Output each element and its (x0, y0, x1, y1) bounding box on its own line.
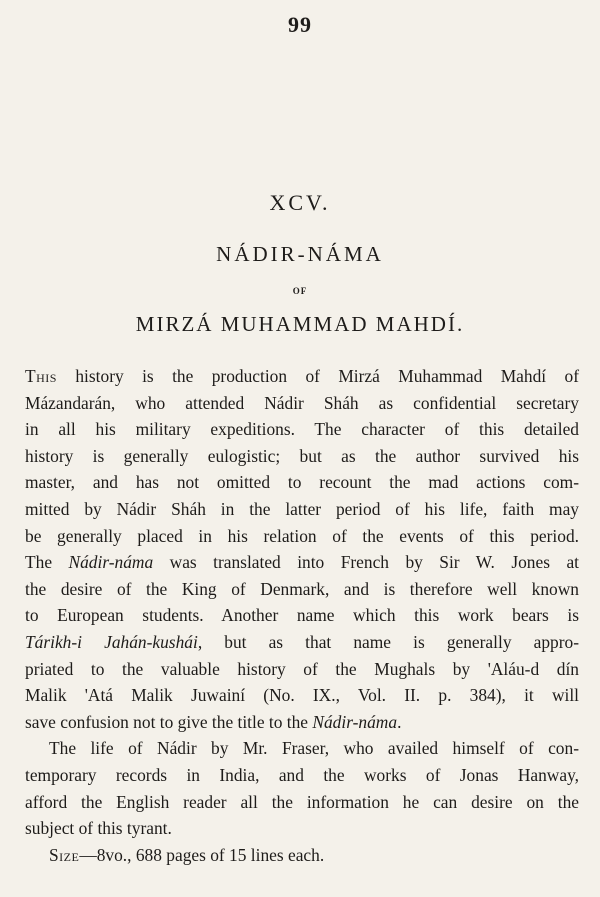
size-note (25, 842, 579, 869)
page-number: 99 (288, 12, 312, 37)
author-name: MIRZÁ MUHAMMAD MAHDÍ. (135, 312, 465, 336)
text-line: subject of this tyrant. (25, 818, 172, 839)
text-line: to European students. Another name which this work bears is (25, 605, 579, 626)
line-text: history is the production of Mirzá Muhammad Mahdí of (56, 366, 579, 386)
text-line: be generally placed in his relation of the events of this period. (25, 525, 579, 546)
text-line: priated to the valuable history of the Mughals by 'Aláu-d dín (25, 658, 579, 679)
text-line: Malik 'Atá Malik Juwainí (No. IX., Vol. II. p. 384), it will (25, 685, 579, 706)
paragraph-references (25, 735, 579, 841)
text-line (25, 363, 579, 390)
text-line: Tárikh-i Jahán-kushái, but as that name is generally appro- (25, 631, 580, 652)
body-text (25, 363, 579, 868)
size-text: —8vo., 688 pages of 15 lines each. (79, 844, 325, 865)
paragraph-description (25, 363, 579, 735)
text-line: save confusion not to give the title to the Nádir-náma. (25, 711, 402, 732)
text-line: The Nádir-náma was translated into French by Sir W. Jones at (25, 552, 579, 573)
text-line: the desire of the King of Denmark, and is therefore well known (25, 578, 579, 599)
text-line: master, and has not omitted to recount the mad actions com- (25, 472, 579, 493)
lead-word: This (25, 366, 57, 386)
section-number: XCV. (269, 190, 331, 215)
text-line: The life of Nádir by Mr. Fraser, who availed himself of con- (49, 738, 579, 759)
text-line: afford the English reader all the information he can desire on the (25, 791, 579, 812)
of-word: OF (292, 286, 308, 296)
size-label: Size (49, 844, 80, 865)
text-line: mitted by Nádir Sháh in the latter period of his life, faith may (25, 498, 579, 519)
text-line: temporary records in India, and the works of Jonas Hanway, (25, 764, 579, 785)
text-line: Mázandarán, who attended Nádir Sháh as confidential secretary (25, 392, 579, 413)
text-line: in all his military expeditions. The character of this detailed (25, 419, 579, 440)
text-line: history is generally eulogistic; but as the author survived his (25, 445, 579, 466)
work-title: NÁDIR-NÁMA (216, 242, 384, 266)
